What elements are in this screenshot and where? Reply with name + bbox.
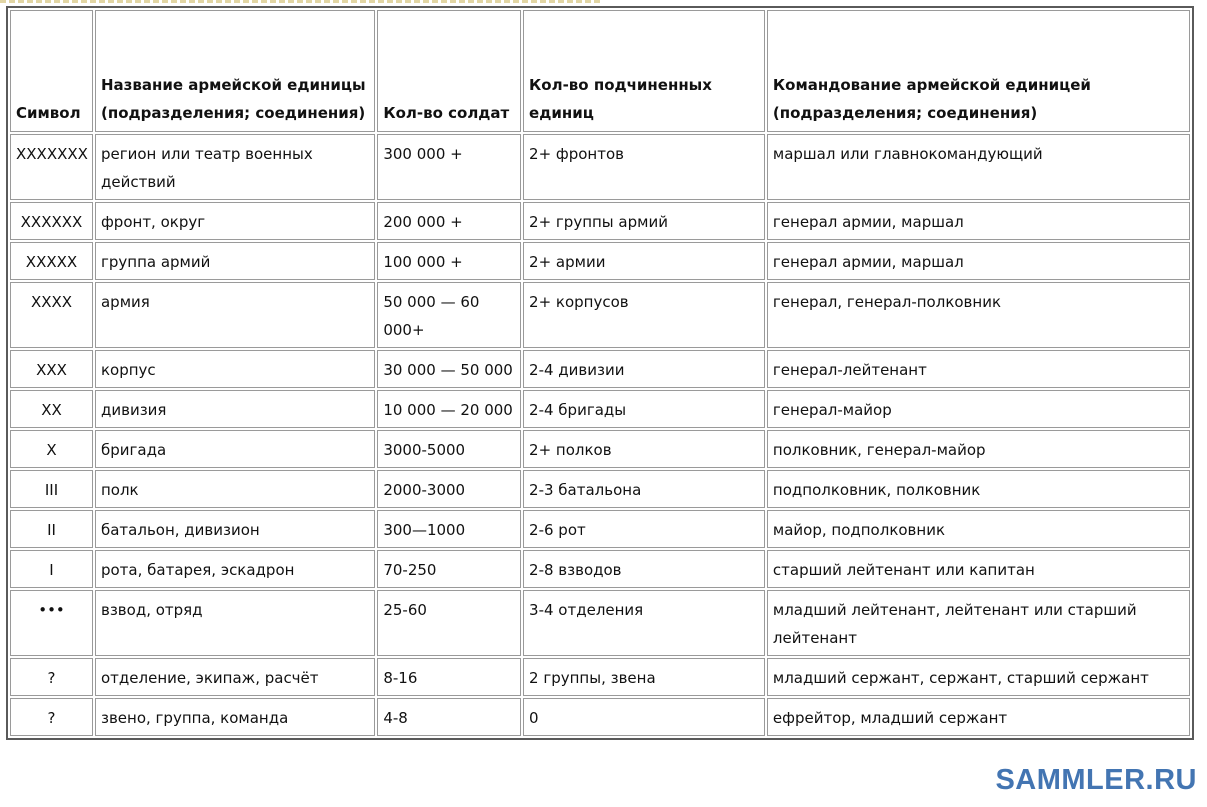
table-row — [10, 430, 1190, 468]
table-row — [10, 470, 1190, 508]
cell-command: старший лейтенант или капитан — [767, 550, 1190, 588]
table-row — [10, 242, 1190, 280]
cell-soldiers: 30 000 — 50 000 — [377, 350, 521, 388]
header-soldiers: Кол-во солдат — [377, 10, 521, 132]
cell-soldiers: 300 000 + — [377, 134, 521, 200]
table-row — [10, 590, 1190, 656]
cell-subunits: 2-3 батальона — [523, 470, 765, 508]
cell-symbol: XXXX — [10, 282, 93, 348]
cell-name: звено, группа, команда — [95, 698, 375, 736]
cell-symbol: XXXXX — [10, 242, 93, 280]
cell-symbol: XXX — [10, 350, 93, 388]
header-name: Название армейской единицы (подразделения; соединения) — [95, 10, 375, 132]
cell-name: фронт, округ — [95, 202, 375, 240]
header-symbol: Символ — [10, 10, 93, 132]
cell-name: корпус — [95, 350, 375, 388]
cell-command: генерал армии, маршал — [767, 202, 1190, 240]
cell-soldiers: 3000-5000 — [377, 430, 521, 468]
cell-command: младший лейтенант, лейтенант или старший лейтенант — [767, 590, 1190, 656]
cell-soldiers: 10 000 — 20 000 — [377, 390, 521, 428]
cell-name: взвод, отряд — [95, 590, 375, 656]
cell-symbol: XX — [10, 390, 93, 428]
top-decorative-strip — [0, 0, 600, 3]
table-row — [10, 550, 1190, 588]
table-row — [10, 350, 1190, 388]
cell-symbol: XXXXXXX — [10, 134, 93, 200]
cell-symbol: I — [10, 550, 93, 588]
header-subunits: Кол-во подчиненных единиц — [523, 10, 765, 132]
cell-command: генерал армии, маршал — [767, 242, 1190, 280]
table-row — [10, 390, 1190, 428]
cell-command: ефрейтор, младший сержант — [767, 698, 1190, 736]
cell-command: полковник, генерал-майор — [767, 430, 1190, 468]
table-row — [10, 698, 1190, 736]
cell-symbol: ••• — [10, 590, 93, 656]
cell-subunits: 3-4 отделения — [523, 590, 765, 656]
cell-soldiers: 8-16 — [377, 658, 521, 696]
table-row — [10, 510, 1190, 548]
cell-subunits: 2+ группы армий — [523, 202, 765, 240]
cell-name: группа армий — [95, 242, 375, 280]
cell-symbol: II — [10, 510, 93, 548]
cell-command: младший сержант, сержант, старший сержант — [767, 658, 1190, 696]
cell-subunits: 0 — [523, 698, 765, 736]
cell-subunits: 2-6 рот — [523, 510, 765, 548]
cell-subunits: 2+ корпусов — [523, 282, 765, 348]
cell-name: отделение, экипаж, расчёт — [95, 658, 375, 696]
cell-soldiers: 200 000 + — [377, 202, 521, 240]
cell-command: подполковник, полковник — [767, 470, 1190, 508]
cell-name: дивизия — [95, 390, 375, 428]
cell-symbol: ? — [10, 698, 93, 736]
cell-subunits: 2+ армии — [523, 242, 765, 280]
header-command: Командование армейской единицей (подразделения; соединения) — [767, 10, 1190, 132]
cell-subunits: 2+ полков — [523, 430, 765, 468]
cell-command: маршал или главнокомандующий — [767, 134, 1190, 200]
cell-soldiers: 2000-3000 — [377, 470, 521, 508]
table-row — [10, 658, 1190, 696]
cell-subunits: 2+ фронтов — [523, 134, 765, 200]
table-row — [10, 134, 1190, 200]
cell-symbol: XXXXXX — [10, 202, 93, 240]
cell-name: рота, батарея, эскадрон — [95, 550, 375, 588]
cell-soldiers: 70-250 — [377, 550, 521, 588]
cell-soldiers: 100 000 + — [377, 242, 521, 280]
cell-name: армия — [95, 282, 375, 348]
army-units-table — [6, 6, 1194, 740]
cell-subunits: 2-4 дивизии — [523, 350, 765, 388]
site-watermark: SAMMLER.RU — [995, 764, 1197, 796]
cell-name: регион или театр военных действий — [95, 134, 375, 200]
cell-command: генерал-майор — [767, 390, 1190, 428]
cell-soldiers: 50 000 — 60 000+ — [377, 282, 521, 348]
cell-subunits: 2 группы, звена — [523, 658, 765, 696]
table-row — [10, 282, 1190, 348]
cell-name: бригада — [95, 430, 375, 468]
cell-command: генерал, генерал-полковник — [767, 282, 1190, 348]
cell-command: генерал-лейтенант — [767, 350, 1190, 388]
cell-symbol: III — [10, 470, 93, 508]
cell-subunits: 2-4 бригады — [523, 390, 765, 428]
cell-command: майор, подполковник — [767, 510, 1190, 548]
cell-symbol: X — [10, 430, 93, 468]
cell-soldiers: 4-8 — [377, 698, 521, 736]
cell-name: полк — [95, 470, 375, 508]
header-row — [10, 10, 1190, 132]
cell-soldiers: 25-60 — [377, 590, 521, 656]
cell-symbol: ? — [10, 658, 93, 696]
cell-soldiers: 300—1000 — [377, 510, 521, 548]
cell-subunits: 2-8 взводов — [523, 550, 765, 588]
table-row — [10, 202, 1190, 240]
cell-name: батальон, дивизион — [95, 510, 375, 548]
